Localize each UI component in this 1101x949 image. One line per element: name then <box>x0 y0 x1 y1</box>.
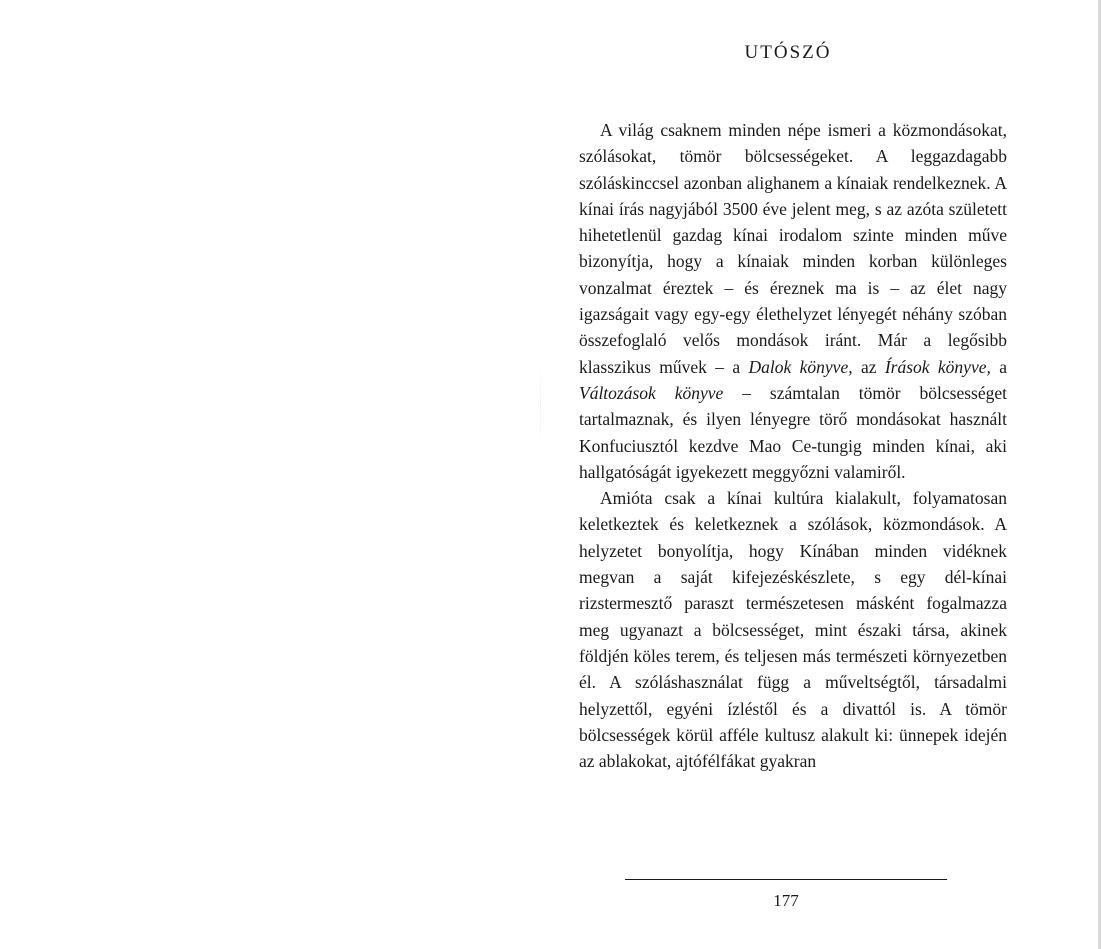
text-segment: – számtalan tömör bölcsességet tartalmaznak, és ilyen lényegre törő mondásokat használt Konfuciusztól kezdve Mao Ce-tungig minden kínai, aki hallgatóságát igyekezett meggyőzni valamiről. <box>579 382 1007 482</box>
book-title-italic: Írások könyve, <box>884 356 991 377</box>
body-text <box>579 117 1007 774</box>
book-title-italic: Dalok könyve, <box>748 356 853 377</box>
chapter-title: UTÓSZÓ <box>744 42 832 63</box>
right-page <box>545 0 1101 949</box>
paragraph-1 <box>579 117 1007 485</box>
left-page-blank <box>0 0 545 949</box>
text-segment: a <box>990 356 1007 377</box>
text-segment: az <box>852 356 885 377</box>
text-segment: A világ csaknem minden népe ismeri a közmondásokat, szólásokat, tömör bölcsességeket. A leggazdagabb szóláskinccsel azonban alighanem a kínaiak rendelkeznek. A kínai írás nagyjából 3500 éve jelent meg, s az azóta született hihetetlenül gazdag kínai irodalom szinte minden műve bizonyítja, hogy a kínaiak minden korban különleges vonzalmat éreztek – és éreznek ma is – az élet nagy igazságait vagy egy-egy élethelyzet lényegét néhány szóban összefoglaló velős mondások iránt. Már a legősibb klasszikus művek – a <box>579 120 1007 377</box>
paragraph-2 <box>579 485 1007 774</box>
footer-rule <box>625 879 947 880</box>
gutter-shadow <box>540 360 541 450</box>
page-number: 177 <box>773 891 799 910</box>
book-title-italic: Változások könyve <box>579 382 724 403</box>
text-segment: Amióta csak a kínai kultúra kialakult, folyamatosan keletkeztek és keletkeznek a szólások, közmondások. A helyzetet bonyolítja, hogy Kínában minden vidéknek megvan a saját kifejezéskészlete, s egy dél-kínai rizstermesztő paraszt természetesen másként fogalmazza meg ugyanazt a bölcsességet, mint északi társa, akinek földjén köles terem, és teljesen más természeti környezetben él. A szóláshasználat függ a műveltségtől, társadalmi helyzettől, egyéni ízléstől és a divattól is. A tömör bölcsességek körül afféle kultusz alakult ki: ünnepek idején az ablakokat, ajtófélfákat gyakran <box>579 488 1007 772</box>
